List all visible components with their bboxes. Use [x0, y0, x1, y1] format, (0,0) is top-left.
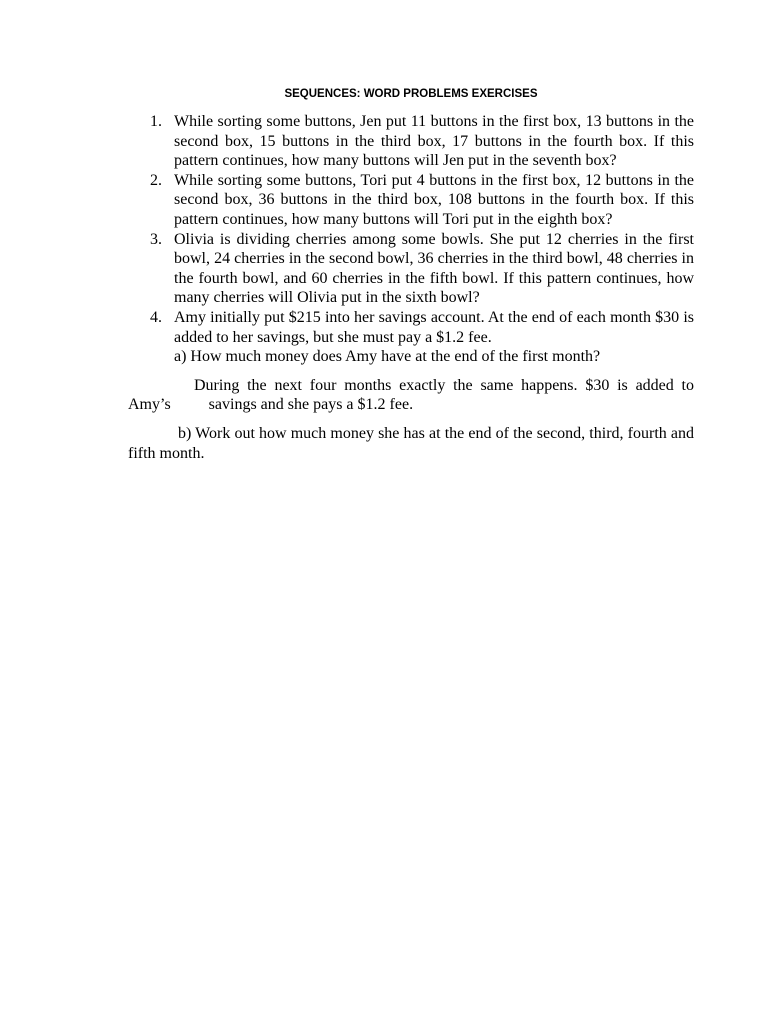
problem-number: 1. — [150, 113, 162, 130]
paragraph-next-months-part-1: During the next four months exactly the same happens. $30 is added to Amy’s — [128, 376, 694, 414]
paragraph-next-months-part-2: savings and she pays a $1.2 fee. — [208, 396, 414, 414]
problem-number: 3. — [150, 230, 162, 248]
problem-4 — [128, 308, 694, 367]
document-title: SEQUENCES: WORD PROBLEMS EXERCISES — [284, 88, 538, 100]
paragraph-next-months — [128, 376, 694, 415]
problem-text: Olivia is dividing cherries among some bowls. She put 12 cherries in the first bowl, 24 cherries in the second bowl, 36 cherries in the third bowl, 48 cherries in the fourth bowl, and 60 cherries in the fifth bowl. If this pattern continues, how many cherries will Olivia put in the sixth bowl? — [174, 230, 694, 307]
problem-text: Amy initially put $215 into her savings account. At the end of each month $30 is added to her savings, but she must pay a $1.2 fee. — [174, 308, 694, 346]
problem-4-sub-a: a) How much money does Amy have at the end of the first month? — [174, 348, 601, 366]
problem-text: While sorting some buttons, Jen put 11 buttons in the first box, 13 buttons in the second box, 15 buttons in the third box, 17 buttons in the fourth box. If this pattern continues, how many buttons will Jen put in the seventh box? — [174, 113, 694, 170]
problem-number: 4. — [150, 308, 162, 326]
problem-3 — [128, 230, 694, 308]
document-page — [128, 84, 694, 463]
problem-list — [128, 112, 694, 367]
paragraph-part-b: b) Work out how much money she has at the end of the second, third, fourth and fifth month. — [128, 424, 694, 462]
problem-number: 2. — [150, 171, 162, 189]
problem-text: While sorting some buttons, Tori put 4 buttons in the first box, 12 buttons in the second box, 36 buttons in the third box, 108 buttons in the fourth box. If this pattern continues, how many buttons will Tori put in the eighth box? — [174, 171, 694, 228]
problem-1 — [128, 112, 694, 171]
problem-2 — [128, 171, 694, 230]
